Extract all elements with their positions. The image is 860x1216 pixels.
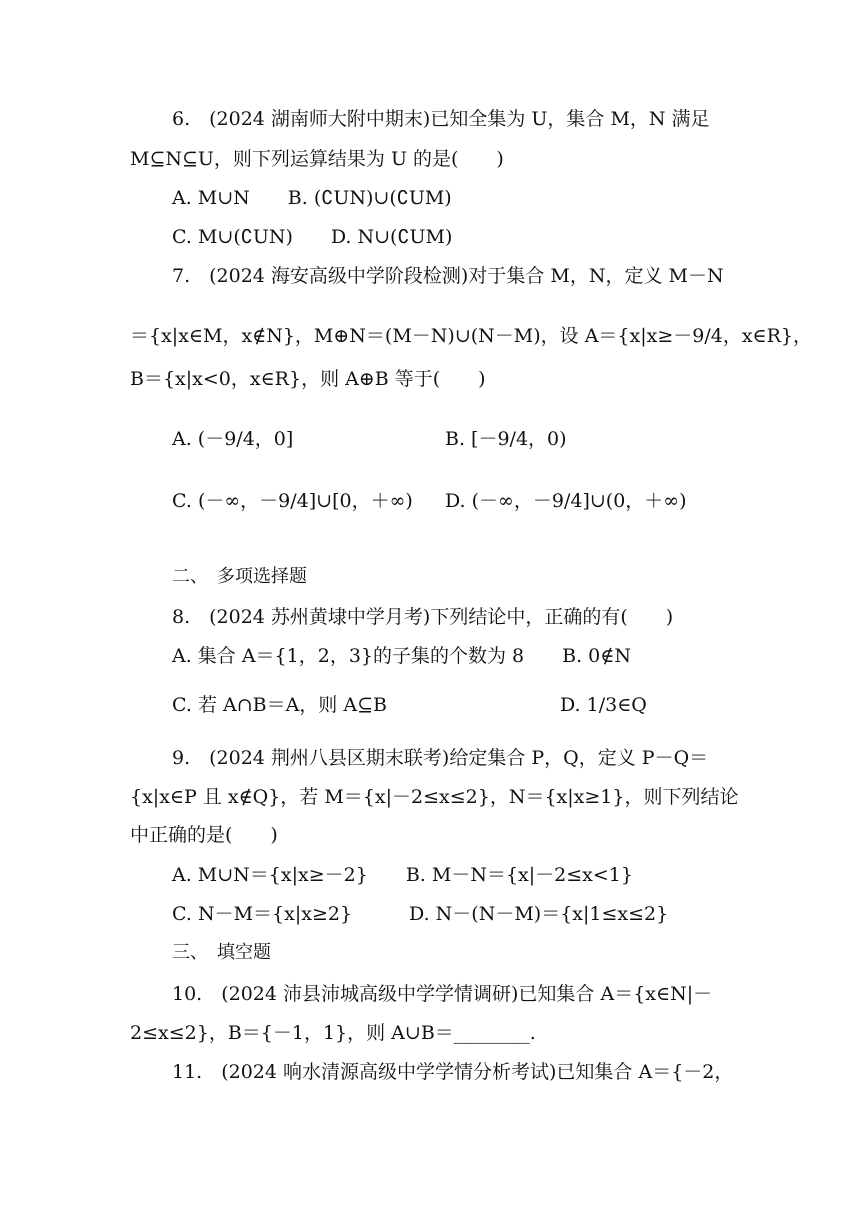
section-heading-fill-in: 三、 填空题 xyxy=(172,942,271,963)
question-7-option-c: C. (－∞，－9/4]∪[0，＋∞) xyxy=(172,490,413,512)
question-8-option-d: D. 1/3∈Q xyxy=(560,694,647,716)
question-7-line-3: B＝{x|x<0，x∈R}，则 A⊕B 等于( ) xyxy=(130,368,486,390)
question-9-options-cd: C. N－M＝{x|x≥2} D. N－(N－M)＝{x|1≤x≤2} xyxy=(172,903,669,925)
question-7-option-b: B. [－9/4，0) xyxy=(445,428,567,450)
question-9-line-1: 9. (2024 荆州八县区期末联考)给定集合 P，Q，定义 P－Q＝ xyxy=(172,747,709,769)
question-6-line-2: M⊆N⊆U，则下列运算结果为 U 的是( ) xyxy=(130,148,504,170)
question-8-option-c: C. 若 A∩B＝A，则 A⊆B xyxy=(172,694,387,716)
question-7-option-d: D. (－∞，－9/4]∪(0，＋∞) xyxy=(445,490,687,512)
question-10-line-1: 10. (2024 沛县沛城高级中学学情调研)已知集合 A＝{x∈N|－ xyxy=(172,983,713,1005)
question-9-line-3: 中正确的是( ) xyxy=(130,824,278,846)
section-heading-multiple-choice: 二、 多项选择题 xyxy=(172,566,307,587)
question-11-line-1: 11. (2024 响水清源高级中学学情分析考试)已知集合 A＝{－2， xyxy=(172,1061,734,1083)
question-9-line-2: {x|x∈P 且 x∉Q}，若 M＝{x|－2≤x≤2}，N＝{x|x≥1}，则下列结论 xyxy=(130,786,739,808)
question-9-options-ab: A. M∪N＝{x|x≥－2} B. M－N＝{x|－2≤x<1} xyxy=(172,864,633,886)
question-10-line-2: 2≤x≤2}，B＝{－1，1}，则 A∪B＝________. xyxy=(130,1022,536,1044)
question-8-line-1: 8. (2024 苏州黄埭中学月考)下列结论中，正确的有( ) xyxy=(172,606,674,628)
question-7-option-a: A. (－9/4，0] xyxy=(172,428,294,450)
question-8-options-ab: A. 集合 A＝{1，2，3}的子集的个数为 8 B. 0∉N xyxy=(172,645,631,667)
question-6-options-cd: C. M∪(∁UN) D. N∪(∁UM) xyxy=(172,226,453,248)
question-7-line-2: ＝{x|x∈M，x∉N}，M⊕N＝(M－N)∪(N－M)，设 A＝{x|x≥－9/4，x∈R}， xyxy=(130,325,813,347)
question-6-line-1: 6. (2024 湖南师大附中期末)已知全集为 U，集合 M，N 满足 xyxy=(172,108,710,130)
question-7-line-1: 7. (2024 海安高级中学阶段检测)对于集合 M，N，定义 M－N xyxy=(172,265,724,287)
question-6-options-ab: A. M∪N B. (∁UN)∪(∁UM) xyxy=(172,187,452,209)
